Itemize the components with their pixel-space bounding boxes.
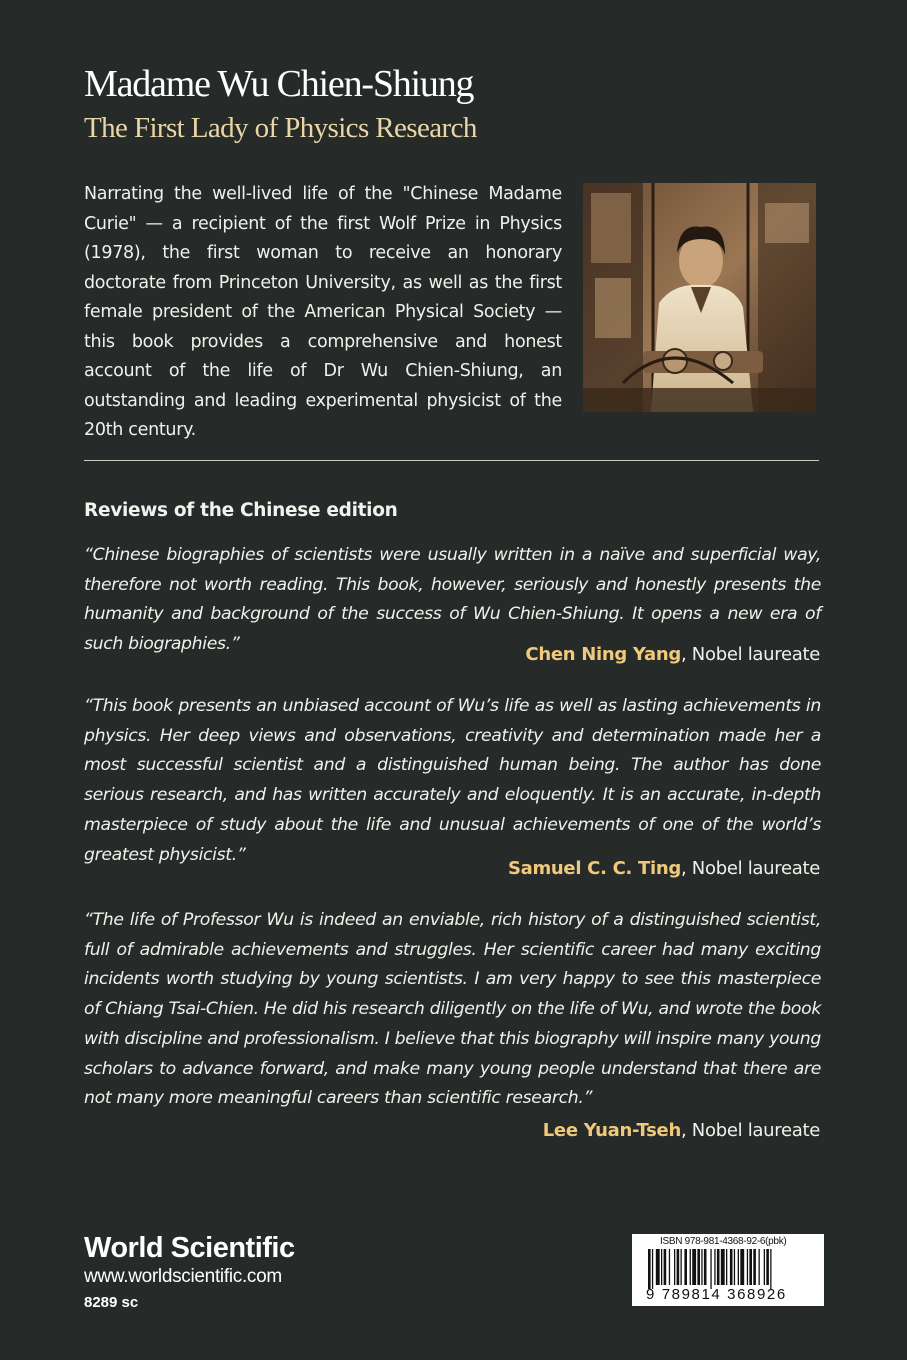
barcode-bar <box>648 1249 651 1289</box>
barcode-bar <box>753 1249 756 1285</box>
barcode-bar <box>684 1249 687 1285</box>
barcode-bar <box>730 1249 733 1285</box>
barcode-bar <box>697 1249 700 1285</box>
reviewer-role: , Nobel laureate <box>680 1120 820 1141</box>
barcode-bar <box>740 1249 744 1285</box>
barcode-bar <box>704 1249 707 1285</box>
review-attribution <box>543 1120 820 1141</box>
barcode-bar <box>669 1249 670 1285</box>
publisher-name: World Scientific <box>84 1232 295 1264</box>
barcode-bar <box>652 1249 653 1289</box>
barcode-bar <box>661 1249 662 1285</box>
barcode-bar <box>664 1249 667 1285</box>
barcode-bar <box>677 1249 680 1285</box>
barcode-bar <box>726 1249 727 1285</box>
book-description: Narrating the well-lived life of the "Chinese Madame Curie" — a recipient of the first Wolf Prize in Physics (1978), the first woman to receive an honorary doctorate from Princeton University, as well as the first female president of the American Physical Society — this book provides a comprehensive and honest account of the life of Dr Wu Chien-Shiung, an outstanding and leading experimental physicist of the 20th century. <box>84 184 562 440</box>
reviewer-role: , Nobel laureate <box>680 644 820 665</box>
barcode-bar <box>738 1249 739 1285</box>
barcode-bar <box>701 1249 702 1285</box>
book-title: Madame Wu Chien-Shiung <box>84 63 474 105</box>
book-subtitle: The First Lady of Physics Research <box>84 112 477 144</box>
author-photo <box>583 183 816 412</box>
barcode-bar <box>759 1249 760 1285</box>
reviewer-name: Samuel C. C. Ting <box>507 858 681 879</box>
barcode-bar <box>717 1249 720 1285</box>
isbn-digits: 9 789814 368926 <box>646 1286 787 1303</box>
barcode-bar <box>749 1249 752 1285</box>
barcode-bar <box>710 1249 711 1289</box>
publisher-url: www.worldscientific.com <box>84 1266 282 1287</box>
isbn-label: ISBN 978-981-4368-92-6(pbk) <box>660 1236 787 1247</box>
barcode-bar <box>766 1249 769 1285</box>
barcode-bar <box>714 1249 715 1285</box>
reviewer-role: , Nobel laureate <box>680 858 820 879</box>
barcode-bar <box>734 1249 735 1285</box>
barcode-bar <box>674 1249 675 1285</box>
barcode-bar <box>721 1249 725 1285</box>
reviews-heading: Reviews of the Chinese edition <box>84 500 398 521</box>
barcode-bar <box>747 1249 748 1285</box>
barcode-bar <box>656 1249 660 1285</box>
barcode-bar <box>681 1249 682 1285</box>
barcode-bar <box>764 1249 765 1285</box>
review-attribution <box>508 858 820 879</box>
barcode-bar <box>690 1249 691 1285</box>
product-code: 8289 sc <box>84 1294 139 1311</box>
barcode <box>632 1234 824 1306</box>
review-attribution <box>525 644 820 665</box>
review-quote: “The life of Professor Wu is indeed an enviable, rich history of a distinguished scientist, full of admirable achievements and struggles. Her scientific career had many exciting incidents worth studying by young scientists. I am very happy to see this masterpiece of Chiang Tsai-Chien. He did his research diligently on the life of Wu, and wrote the book with discipline and professionalism. I believe that this biography will inspire many young scholars to advance forward, and make many young people understand that there are not many more meaningful careers than scientific research.” <box>84 910 821 1109</box>
reviewer-name: Chen Ning Yang <box>525 644 681 665</box>
barcode-bar <box>770 1249 771 1289</box>
review-quote: “This book presents an unbiased account of Wu’s life as well as lasting achievements in physics. Her deep views and observations, creativity and determination made her a most successful scientist and a distinguished human being. The author has done serious research, and has written accurately and eloquently. It is an accurate, in-depth masterpiece of study about the life and unusual achievements of one of the world’s greatest physicist.” <box>84 696 821 865</box>
section-divider <box>84 460 819 461</box>
barcode-bar <box>692 1249 696 1285</box>
review-quote: “Chinese biographies of scientists were usually written in a naïve and superficial way, therefore not worth reading. This book, however, seriously and honestly presents the humanity and background of the success of Wu Chien-Shiung. It opens a new era of such biographies.” <box>84 545 821 655</box>
reviewer-name: Lee Yuan-Tseh <box>542 1120 681 1141</box>
